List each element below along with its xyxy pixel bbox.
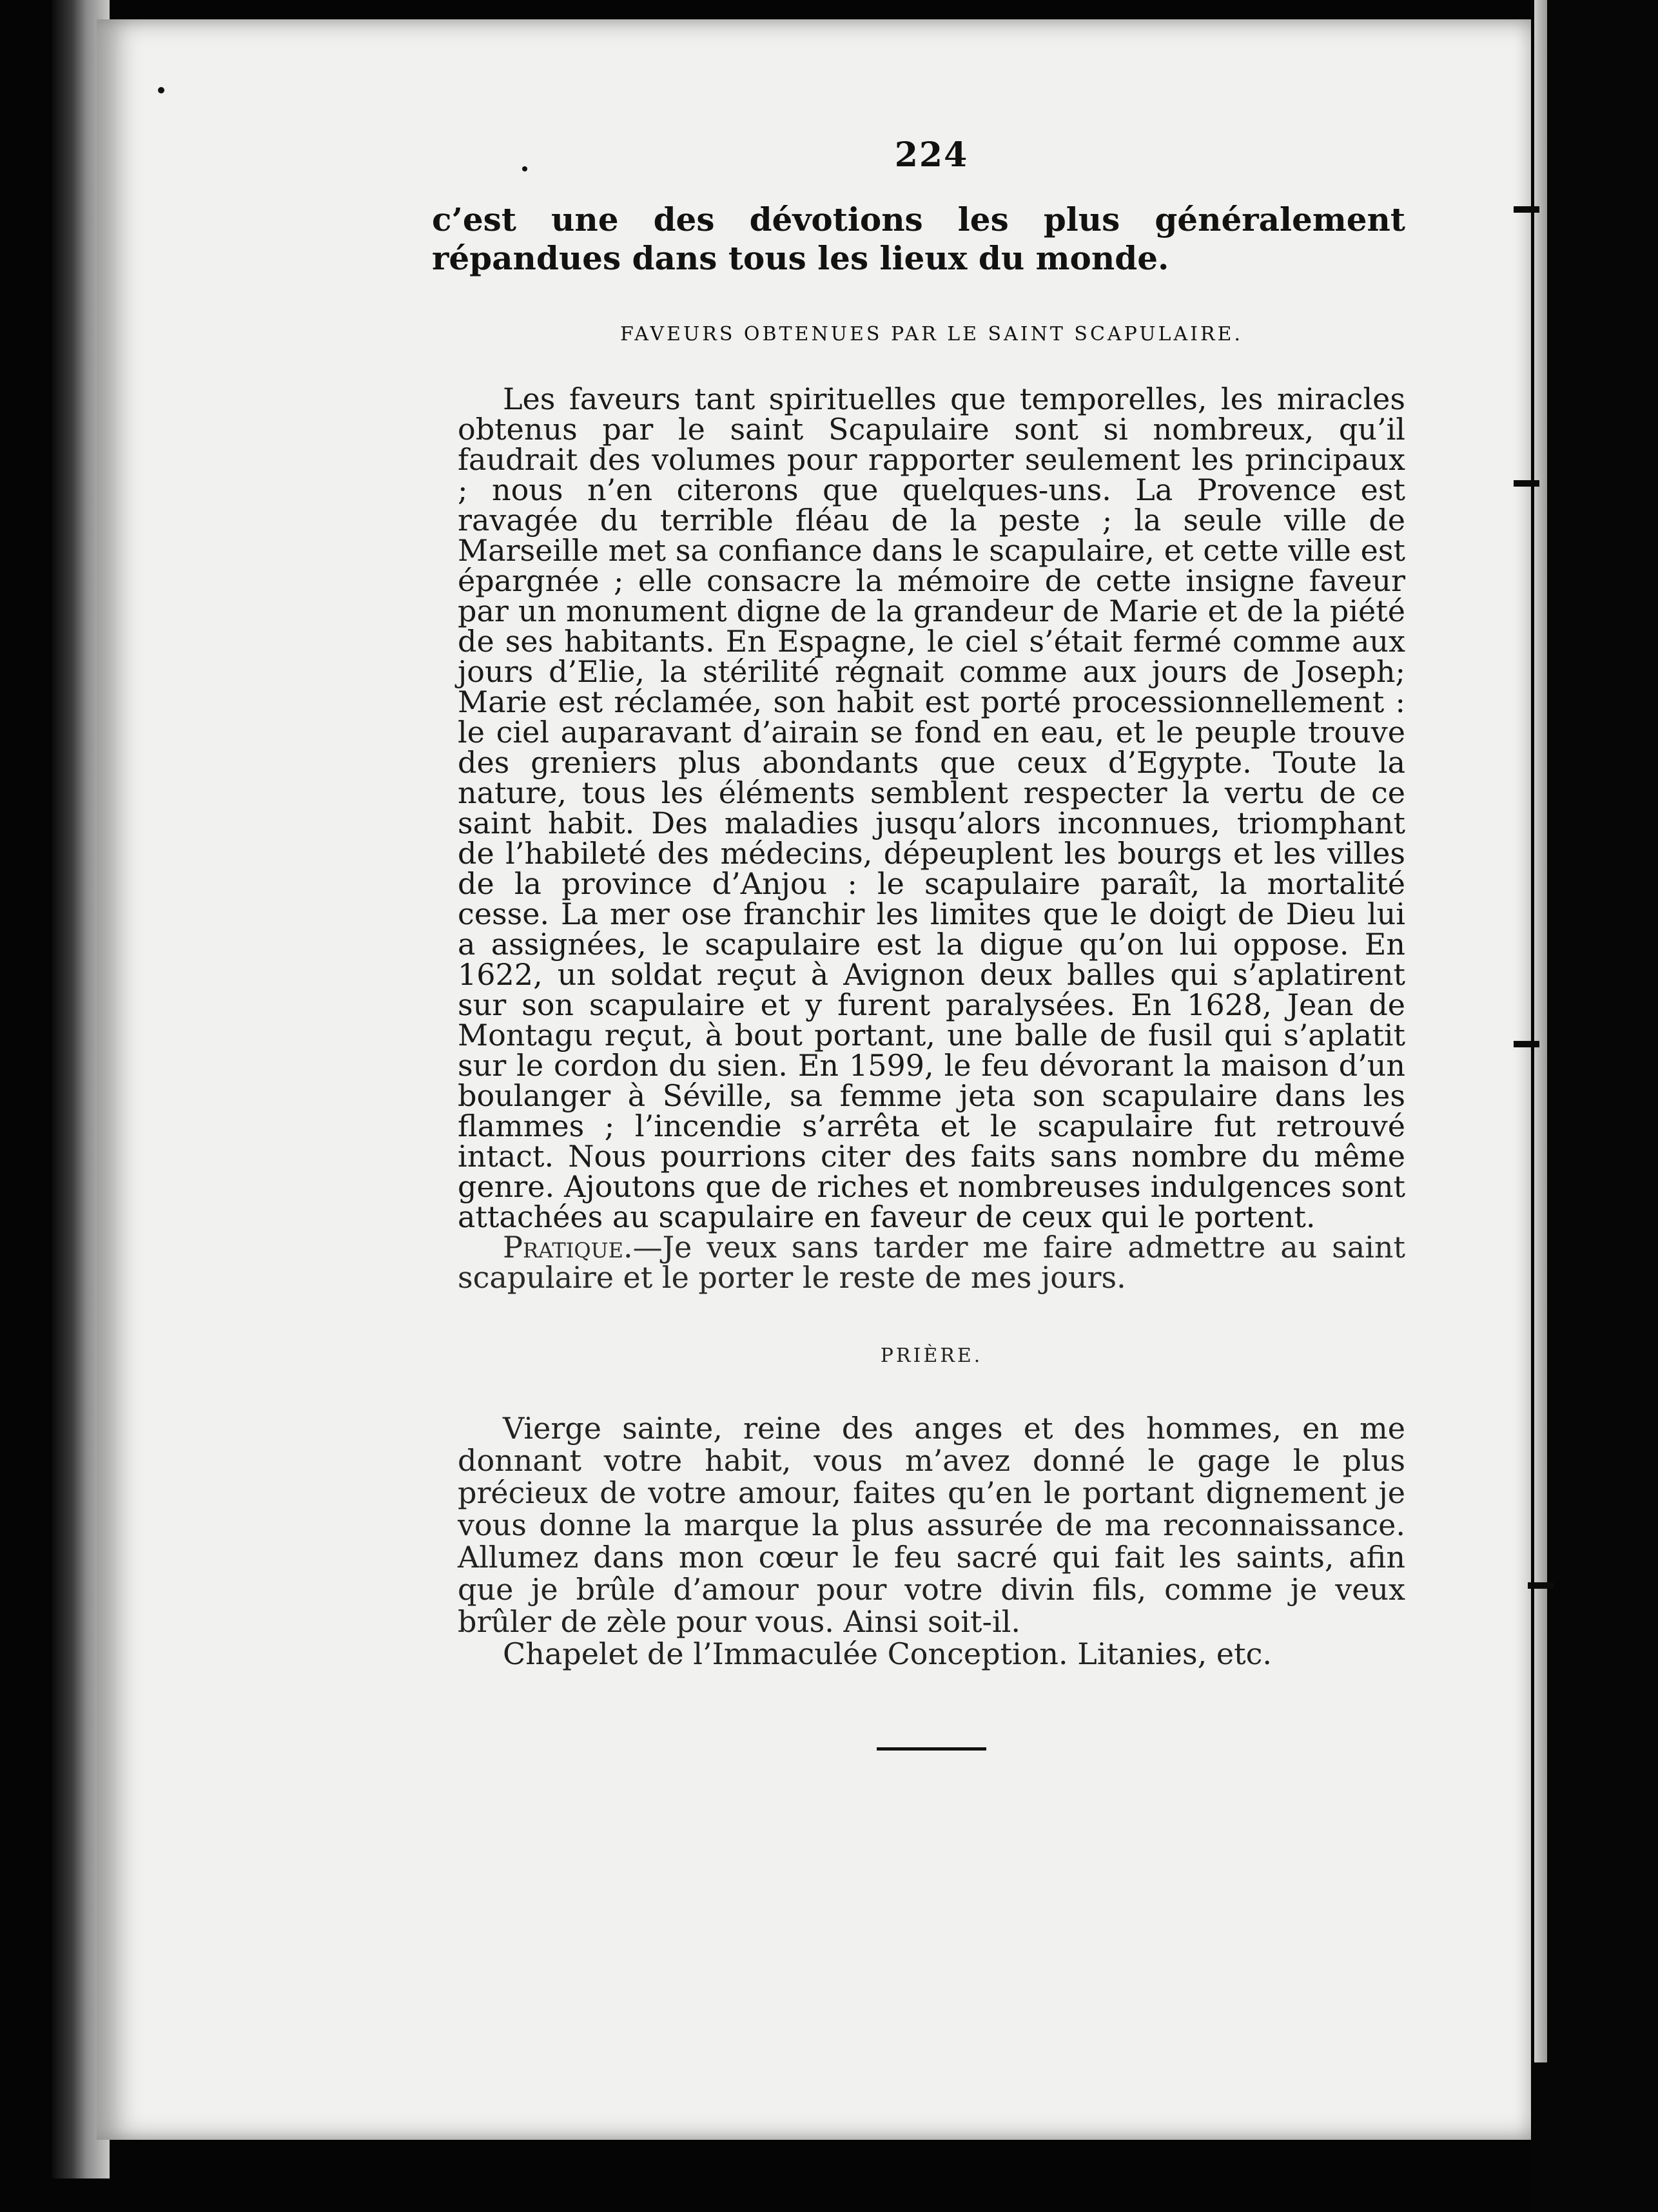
page-number: 224 xyxy=(894,135,969,175)
edge-mark xyxy=(1514,206,1539,213)
edge-mark xyxy=(1514,1041,1539,1047)
practice-paragraph xyxy=(458,1232,1405,1293)
closing-line: Chapelet de l’Immaculée Conception. Litanies, etc. xyxy=(503,1636,1272,1671)
lead-text: c’est une des dévotions les plus généralement répandues dans tous les lieux du monde. xyxy=(432,200,1405,277)
practice-label: Pratique. xyxy=(503,1230,633,1265)
page-content xyxy=(432,135,1405,1751)
adjacent-page-edge xyxy=(1534,0,1547,2062)
practice-text: —Je veux sans tarder me faire admettre au saint scapulaire et le porter le reste de mes jours. xyxy=(458,1230,1405,1295)
edge-mark xyxy=(1514,480,1539,487)
prayer-heading: PRIÈRE. xyxy=(880,1344,983,1367)
body-paragraph: Les faveurs tant spirituelles que temporelles, les miracles obtenus par le saint Scapulaire sont si nombreux, qu’il faudrait des volumes pour rapporter seulement les principaux ; nous n’en citerons que quelques-uns. La Provence est ravagée du terrible fléau de la peste ; la seule ville de Marseille met sa confiance dans le scapulaire, et cette ville est épargnée ; elle consacre la mémoire de cette insigne faveur par un monument digne de la grandeur de Marie et de la piété de ses habitants. En Espagne, le ciel s’était fermé comme aux jours d’Elie, la stérilité régnait comme aux jours de Joseph; Marie est réclamée, son habit est porté processionnellement : le ciel auparavant d’airain se fond en eau, et le peuple trouve des greniers plus abondants que ceux d’Egypte. Toute la nature, tous les éléments semblent respecter la vertu de ce saint habit. Des maladies jusqu’alors inconnues, triomphant de l’habileté des médecins, dépeuplent les bourgs et les villes de la province d’Anjou : le scapulaire paraît, la mortalité cesse. La mer ose franchir les limites que le doigt de Dieu lui a assignées, le scapulaire est la digue qu’on lui oppose. En 1622, un soldat reçut à Avignon deux balles qui s’aplatirent sur son scapulaire et y furent paralysées. En 1628, Jean de Montagu reçut, à bout portant, une balle de fusil qui s’aplatit sur le cordon du sien. En 1599, le feu dévorant la maison d’un boulanger à Séville, sa femme jeta son scapulaire dans les flammes ; l’incendie s’arrêta et le scapulaire fut retrouvé intact. Nous pourrions citer des faits sans nombre du même genre. Ajoutons que de riches et nombreuses indulgences sont attachées au scapulaire en faveur de ceux qui le portent. xyxy=(458,382,1405,1234)
prayer-paragraph: Vierge sainte, reine des anges et des hommes, en me donnant votre habit, vous m’avez donné le gage le plus précieux de votre amour, faites qu’en le portant dignement je vous donne la marque la plus assurée de ma reconnaissance. Allumez dans mon cœur le feu sacré qui fait les saints, afin que je brûle d’amour pour votre divin fils, comme je veux brûler de zèle pour vous. Ainsi soit-il. xyxy=(458,1411,1405,1639)
edge-mark xyxy=(1528,1582,1554,1589)
end-rule xyxy=(877,1747,986,1751)
page-edge-right xyxy=(1531,0,1658,2212)
speck xyxy=(158,87,164,93)
section-heading: FAVEURS OBTENUES PAR LE SAINT SCAPULAIRE. xyxy=(620,323,1243,345)
